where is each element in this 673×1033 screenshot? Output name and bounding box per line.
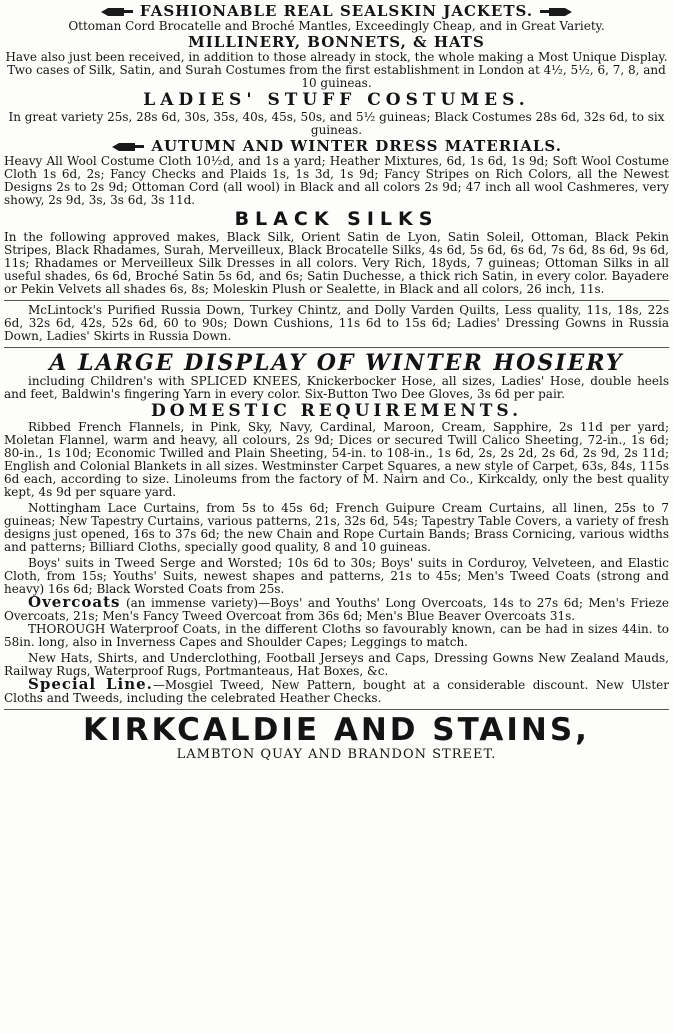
divider xyxy=(4,300,669,301)
pointing-hand-icon xyxy=(111,141,145,153)
autumn-text: Heavy All Wool Costume Cloth 10½d, and 1s a yard; Heather Mixtures, 6d, 1s 6d, 1s 9d; Soft Wool Costume Cloth 1s 6d, 2s; Fancy Checks and Plaids 1s, 1s 3d, 1s 9d; Fancy Stripes on Rich Colors, all the Newest Designs 2s to 2s 9d; Ottoman Cord (all wool) in Black and all colors 2s 9d; 47 inch all wool Cashmeres, very showy, 2s 9d, 3s, 3s 6d, 3s 11d. xyxy=(4,154,669,207)
divider xyxy=(4,709,669,710)
waterproof-text: THOROUGH Waterproof Coats, in the different Cloths so favourably known, can be had in sizes 44in. to 58in. long, also in Inverness Capes and Shoulder Capes; Leggings to match. xyxy=(4,622,669,649)
special-text: —Mosgiel Tweed, New Pattern, bought at a considerable discount. New Ulster Cloths and Tweeds, including the celebrated Heather Checks. xyxy=(4,678,669,705)
special-lead: Special Line. xyxy=(28,675,153,693)
divider xyxy=(4,347,669,348)
black-silks-text: In the following approved makes, Black Silk, Orient Satin de Lyon, Satin Soleil, Ottoman, Black Pekin Stripes, Black Rhadames, Surah, Merveilleux, Black Brocatelle Silks, 4s 6d, 5s 6d, 6s 6d, 7s 6d, 8s 6d, 9s 6d, 11s; Rhadames or Merveilleux Silk Dresses in all colors. Very Rich, 18yds, 7 guineas; Ottoman Silks in all useful shades, 6s 6d, Broché Satin 5s 6d, and 6s; Satin Duchesse, a thick rich Satin, in every color. Bayadere or Pekin Velvets all shades 6s, 8s; Moleskin Plush or Sealette, in Black and all colors, 26 inch, 11s. xyxy=(4,230,669,296)
domestic-heading: DOMESTIC REQUIREMENTS. xyxy=(151,401,522,421)
hosiery-text: including Children's with SPLICED KNEES, Knickerbocker Hose, all sizes, Ladies' Hose, double heels and feet, Baldwin's fingering Yarn in every color. Six-Button Two Dee Gloves, 3s 6d per pair. xyxy=(4,374,669,401)
footer-title: KIRKCALDIE AND STAINS, xyxy=(83,712,590,748)
autumn-title: AUTUMN AND WINTER DRESS MATERIALS. xyxy=(151,137,562,155)
mclintock-text: McLintock's Purified Russia Down, Turkey Chintz, and Dolly Varden Quilts, Less quality, 11s, 18s, 22s 6d, 32s 6d, 42s, 52s 6d, 60 to 90s; Down Cushions, 11s 6d to 15s 6d; Ladies' Dressing Gowns in Russia Down, Ladies' Skirts in Russia Down. xyxy=(4,303,669,343)
costumes-text: Two cases of Silk, Satin, and Surah Costumes from the first establishment in London at 4½, 5½, 6, 7, 8, and 10 guineas. xyxy=(7,63,666,90)
sealskin-heading xyxy=(4,2,669,20)
stuff-costumes-heading: LADIES' STUFF COSTUMES. xyxy=(143,90,530,110)
curtains-text: Nottingham Lace Curtains, from 5s to 45s 6d; French Guipure Cream Curtains, all linen, 25s to 7 guineas; New Tapestry Curtains, various patterns, 21s, 32s 6d, 54s; Tapestry Table Covers, a variety of fresh designs just opened, 16s to 37s 6d; the new Chain and Rope Curtain Bands; Brass Cornicing, various widths and patterns; Billiard Cloths, specially good quality, 8 and 10 guineas. xyxy=(4,501,669,554)
hosiery-heading: A LARGE DISPLAY OF WINTER HOSIERY xyxy=(49,350,624,376)
black-silks-heading: BLACK SILKS xyxy=(234,208,439,230)
millinery-heading: MILLINERY, BONNETS, & HATS xyxy=(188,33,485,51)
autumn-heading xyxy=(4,137,669,155)
footer-address: LAMBTON QUAY AND BRANDON STREET. xyxy=(176,747,497,762)
millinery-text: Have also just been received, in addition to those already in stock, the whole making a Most Unique Display. xyxy=(5,50,668,64)
hats-text: New Hats, Shirts, and Underclothing, Football Jerseys and Caps, Dressing Gowns New Zealand Mauds, Railway Rugs, Waterproof Rugs, Portmanteaus, Hat Boxes, &c. xyxy=(4,651,669,678)
sealskin-subtitle: Ottoman Cord Brocatelle and Broché Mantles, Exceedingly Cheap, and in Great Variety. xyxy=(68,19,605,33)
boys-suits-text: Boys' suits in Tweed Serge and Worsted; 10s 6d to 30s; Boys' suits in Corduroy, Velveteen, and Elastic Cloth, from 15s; Youths' Suits, newest shapes and patterns, 21s to 45s; Men's Tweed Coats (strong and heavy) 16s 6d; Black Worsted Coats from 25s. xyxy=(4,556,669,596)
stuff-costumes-text: In great variety 25s, 28s 6d, 30s, 35s, 40s, 45s, 50s, and 5½ guineas; Black Costumes 28s 6d, 32s 6d, to six guineas. xyxy=(8,110,665,137)
flannels-text: Ribbed French Flannels, in Pink, Sky, Navy, Cardinal, Maroon, Cream, Sapphire, 2s 11d per yard; Moletan Flannel, warm and heavy, all colours, 2s 9d; Dices or secured Twill Calico Sheeting, 72-in., 1s 6d; 80-in., 1s 10d; Economic Twilled and Plain Sheeting, 54-in. to 108-in., 1s 6d, 2s, 2s 2d, 2s 6d, 2s 9d, 2s 11d; English and Colonial Blankets in all sizes. Westminster Carpet Squares, a new style of Carpet, 63s, 84s, 115s 6d each, according to size. Linoleums from the factory of M. Nairn and Co., Kirkcaldy, only the best quality kept, 4s 9d per square yard. xyxy=(4,420,669,499)
sealskin-title: FASHIONABLE REAL SEALSKIN JACKETS. xyxy=(139,2,534,20)
pointing-hand-icon xyxy=(100,6,134,18)
overcoats-paragraph xyxy=(4,593,669,623)
special-paragraph xyxy=(4,675,669,705)
pointing-hand-icon xyxy=(539,6,573,18)
overcoats-text: (an immense variety)—Boys' and Youths' Long Overcoats, 14s to 27s 6d; Men's Frieze Overcoats, 21s; Men's Fancy Tweed Overcoat from 36s 6d; Men's Blue Beaver Overcoats 31s. xyxy=(4,596,669,623)
overcoats-lead: Overcoats xyxy=(28,593,121,611)
